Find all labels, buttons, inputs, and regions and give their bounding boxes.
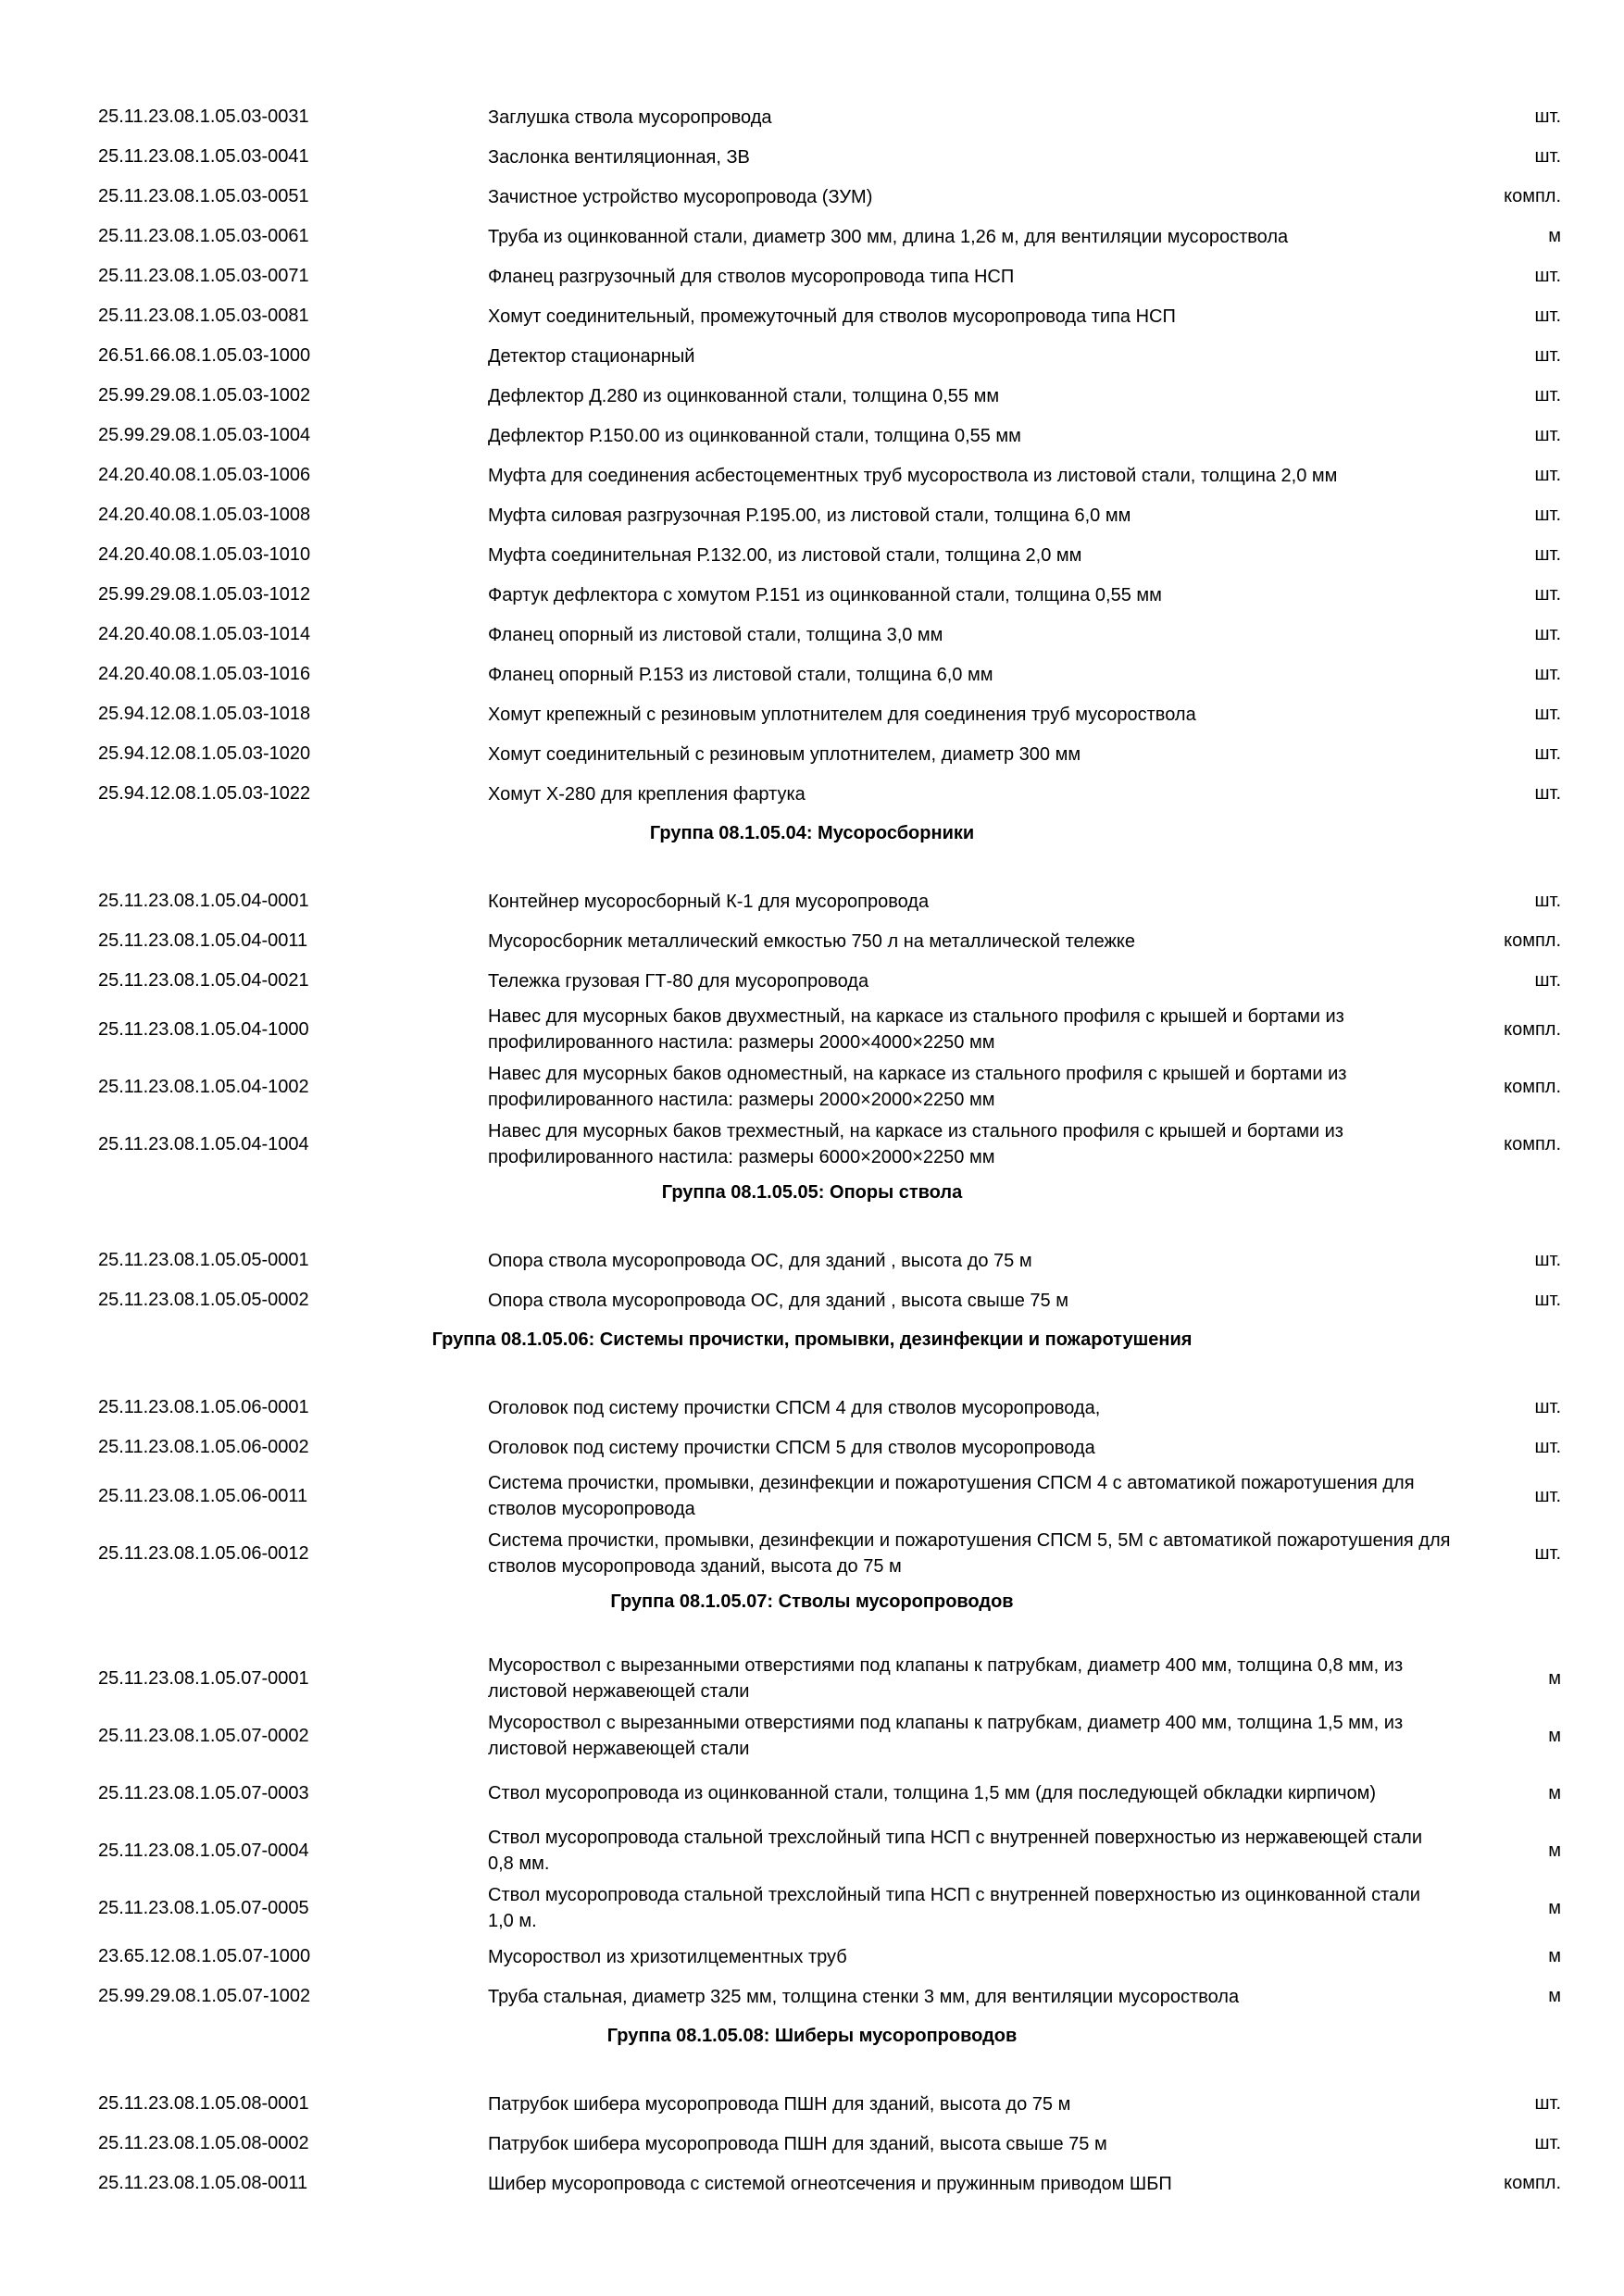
resource-name: Дефлектор Р.150.00 из оцинкованной стали, толщина 0,55 мм xyxy=(488,425,1021,446)
unit-of-measure: шт. xyxy=(1534,1542,1561,1564)
resource-name: Хомут соединительный с резиновым уплотнителем, диаметр 300 мм xyxy=(488,743,1081,765)
resource-code: 24.20.40.08.1.05.03-1014 xyxy=(98,624,311,644)
resource-code: 24.20.40.08.1.05.03-1008 xyxy=(98,505,311,525)
table-row xyxy=(0,1707,1624,1765)
table-row xyxy=(0,455,1624,495)
unit-of-measure: м xyxy=(1548,1667,1561,1689)
table-row xyxy=(0,881,1624,921)
group-heading-row xyxy=(0,1173,1624,1241)
table-row xyxy=(0,1822,1624,1879)
resource-code: 25.99.29.08.1.05.03-1012 xyxy=(98,584,311,605)
table-row xyxy=(0,1879,1624,1937)
unit-of-measure: м xyxy=(1548,226,1561,246)
resource-name: Тележка грузовая ГТ-80 для мусоропровода xyxy=(488,970,869,992)
resource-name: Мусороствол из хризотилцементных труб xyxy=(488,1946,847,1967)
resource-code: 25.11.23.08.1.05.05-0001 xyxy=(98,1250,309,1270)
table-row xyxy=(0,2124,1624,2164)
unit-of-measure: шт. xyxy=(1534,624,1561,644)
table-row xyxy=(0,1467,1624,1525)
unit-of-measure: шт. xyxy=(1534,1397,1561,1417)
unit-of-measure: шт. xyxy=(1534,1290,1561,1310)
table-row xyxy=(0,694,1624,734)
unit-of-measure: шт. xyxy=(1534,2133,1561,2153)
resource-code: 25.99.29.08.1.05.03-1002 xyxy=(98,385,311,406)
table-row xyxy=(0,1977,1624,2016)
unit-of-measure: шт. xyxy=(1534,891,1561,911)
resource-code: 25.11.23.08.1.05.04-0011 xyxy=(98,930,308,951)
resource-code: 25.11.23.08.1.05.03-0071 xyxy=(98,266,309,286)
resource-code: 25.94.12.08.1.05.03-1022 xyxy=(98,783,311,804)
resource-code: 25.11.23.08.1.05.07-0003 xyxy=(98,1782,309,1803)
resource-name: Ствол мусоропровода стальной трехслойный типа НСП с внутренней поверхностью из оцинкованной стали 1,0 м. xyxy=(488,1885,1420,1931)
unit-of-measure: шт. xyxy=(1534,704,1561,724)
resource-name: Хомут соединительный, промежуточный для стволов мусоропровода типа НСП xyxy=(488,306,1176,327)
group-heading-row xyxy=(0,1582,1624,1650)
unit-of-measure: шт. xyxy=(1534,266,1561,286)
resource-name: Патрубок шибера мусоропровода ПШН для зданий, высота свыше 75 м xyxy=(488,2133,1107,2154)
resource-name: Патрубок шибера мусоропровода ПШН для зданий, высота до 75 м xyxy=(488,2093,1071,2115)
unit-of-measure: м xyxy=(1548,1897,1561,1918)
table-row xyxy=(0,921,1624,961)
resource-name: Мусоросборник металлический емкостью 750 л на металлической тележке xyxy=(488,930,1136,952)
resource-code: 25.11.23.08.1.05.06-0012 xyxy=(98,1542,309,1564)
table-row xyxy=(0,2164,1624,2203)
resource-name: Дефлектор Д.280 из оцинкованной стали, толщина 0,55 мм xyxy=(488,385,1000,406)
resource-name: Навес для мусорных баков одноместный, на каркасе из стального профиля с крышей и бортами из профилированного настила: размеры 2000×2000×2250 мм xyxy=(488,1064,1347,1110)
resource-code: 25.11.23.08.1.05.03-0051 xyxy=(98,186,309,206)
resource-code: 25.11.23.08.1.05.04-0001 xyxy=(98,891,309,911)
unit-of-measure: компл. xyxy=(1504,1133,1561,1154)
unit-of-measure: шт. xyxy=(1534,664,1561,684)
resource-name: Фартук дефлектора с хомутом Р.151 из оцинкованной стали, толщина 0,55 мм xyxy=(488,584,1162,605)
resource-name: Заслонка вентиляционная, ЗВ xyxy=(488,146,750,168)
unit-of-measure: шт. xyxy=(1534,146,1561,167)
resource-name: Заглушка ствола мусоропровода xyxy=(488,106,772,128)
resource-code: 25.11.23.08.1.05.03-0031 xyxy=(98,106,309,127)
resource-name: Система прочистки, промывки, дезинфекции и пожаротушения СПСМ 4 с автоматикой пожаротушения для стволов мусоропровода xyxy=(488,1473,1415,1519)
resource-code: 24.20.40.08.1.05.03-1010 xyxy=(98,544,311,565)
unit-of-measure: шт. xyxy=(1534,385,1561,406)
unit-of-measure: м xyxy=(1548,1725,1561,1746)
resource-name: Муфта соединительная Р.132.00, из листовой стали, толщина 2,0 мм xyxy=(488,544,1082,566)
resource-name: Труба стальная, диаметр 325 мм, толщина стенки 3 мм, для вентиляции мусороствола xyxy=(488,1986,1240,2007)
resource-code: 25.11.23.08.1.05.06-0011 xyxy=(98,1485,308,1506)
resource-name: Труба из оцинкованной стали, диаметр 300 мм, длина 1,26 м, для вентиляции мусороствола xyxy=(488,226,1289,247)
resource-code: 25.11.23.08.1.05.06-0002 xyxy=(98,1437,309,1457)
resource-code: 25.94.12.08.1.05.03-1018 xyxy=(98,704,311,724)
group-title: Группа 08.1.05.05: Опоры ствола xyxy=(661,1182,963,1203)
unit-of-measure: шт. xyxy=(1534,970,1561,991)
group-title: Группа 08.1.05.08: Шиберы мусоропроводов xyxy=(606,2026,1018,2046)
group-heading-row xyxy=(0,814,1624,881)
unit-of-measure: шт. xyxy=(1534,505,1561,525)
table-row xyxy=(0,535,1624,575)
group-title: Группа 08.1.05.07: Стволы мусоропроводов xyxy=(610,1591,1014,1612)
table-row xyxy=(0,217,1624,256)
resource-code: 25.11.23.08.1.05.08-0001 xyxy=(98,2093,309,2114)
table-row xyxy=(0,296,1624,336)
resource-code: 25.11.23.08.1.05.04-1000 xyxy=(98,1018,309,1040)
table-row xyxy=(0,774,1624,814)
table-row xyxy=(0,1058,1624,1116)
unit-of-measure: шт. xyxy=(1534,1250,1561,1270)
table-row xyxy=(0,495,1624,535)
unit-of-measure: м xyxy=(1548,1946,1561,1966)
resource-name: Мусороствол с вырезанными отверстиями под клапаны к патрубкам, диаметр 400 мм, толщина 0,8 мм, из листовой нержавеющей стали xyxy=(488,1655,1404,1702)
unit-of-measure: шт. xyxy=(1534,584,1561,605)
resource-code: 25.11.23.08.1.05.03-0061 xyxy=(98,226,309,246)
group-heading-row xyxy=(0,2016,1624,2084)
resource-name: Оголовок под систему прочистки СПСМ 4 для стволов мусоропровода, xyxy=(488,1397,1101,1418)
unit-of-measure: шт. xyxy=(1534,783,1561,804)
unit-of-measure: компл. xyxy=(1504,930,1561,951)
unit-of-measure: шт. xyxy=(1534,306,1561,326)
unit-of-measure: м xyxy=(1548,1840,1561,1861)
unit-of-measure: шт. xyxy=(1534,465,1561,485)
resource-code: 24.20.40.08.1.05.03-1016 xyxy=(98,664,311,684)
resource-name: Шибер мусоропровода с системой огнеотсечения и пружинным приводом ШБП xyxy=(488,2173,1172,2194)
table-row xyxy=(0,416,1624,455)
resource-name: Муфта для соединения асбестоцементных труб мусороствола из листовой стали, толщина 2,0 мм xyxy=(488,465,1338,486)
unit-of-measure: шт. xyxy=(1534,544,1561,565)
unit-of-measure: шт. xyxy=(1534,106,1561,127)
resource-code: 25.94.12.08.1.05.03-1020 xyxy=(98,743,311,764)
table-row xyxy=(0,1650,1624,1707)
resource-code: 24.20.40.08.1.05.03-1006 xyxy=(98,465,311,485)
table-row xyxy=(0,655,1624,694)
table-row xyxy=(0,1001,1624,1058)
resource-name: Опора ствола мусоропровода ОС, для зданий , высота свыше 75 м xyxy=(488,1290,1068,1311)
unit-of-measure: компл. xyxy=(1504,1076,1561,1097)
resource-code: 25.11.23.08.1.05.08-0011 xyxy=(98,2173,308,2193)
table-row xyxy=(0,256,1624,296)
table-row xyxy=(0,97,1624,137)
resource-code: 23.65.12.08.1.05.07-1000 xyxy=(98,1946,311,1966)
resource-name: Ствол мусоропровода из оцинкованной стали, толщина 1,5 мм (для последующей обкладки кирпичом) xyxy=(488,1783,1377,1803)
resource-code: 25.99.29.08.1.05.03-1004 xyxy=(98,425,311,445)
resource-name: Навес для мусорных баков трехместный, на каркасе из стального профиля с крышей и бортами из профилированного настила: размеры 6000×2000×2250 мм xyxy=(488,1121,1343,1167)
unit-of-measure: м xyxy=(1548,1986,1561,2006)
resource-code: 25.11.23.08.1.05.04-1004 xyxy=(98,1133,309,1154)
resource-code: 25.11.23.08.1.05.07-0005 xyxy=(98,1897,309,1918)
table-row xyxy=(0,1241,1624,1280)
table-row xyxy=(0,734,1624,774)
table-row xyxy=(0,137,1624,177)
resource-name: Мусороствол с вырезанными отверстиями под клапаны к патрубкам, диаметр 400 мм, толщина 1,5 мм, из листовой нержавеющей стали xyxy=(488,1713,1404,1759)
table-row xyxy=(0,1116,1624,1173)
resource-name: Хомут крепежный с резиновым уплотнителем для соединения труб мусороствола xyxy=(488,704,1196,725)
resource-code: 26.51.66.08.1.05.03-1000 xyxy=(98,345,311,366)
unit-of-measure: м xyxy=(1548,1782,1561,1803)
resource-code: 25.11.23.08.1.05.07-0001 xyxy=(98,1667,309,1689)
table-row xyxy=(0,575,1624,615)
unit-of-measure: шт. xyxy=(1534,1437,1561,1457)
table-row xyxy=(0,1525,1624,1582)
resource-code: 25.11.23.08.1.05.04-1002 xyxy=(98,1076,309,1097)
group-title: Группа 08.1.05.06: Системы прочистки, промывки, дезинфекции и пожаротушения xyxy=(431,1329,1193,1350)
table-row xyxy=(0,615,1624,655)
resource-name: Опора ствола мусоропровода ОС, для зданий , высота до 75 м xyxy=(488,1250,1032,1271)
resource-name: Детектор стационарный xyxy=(488,345,695,367)
unit-of-measure: компл. xyxy=(1504,1018,1561,1040)
resource-name: Система прочистки, промывки, дезинфекции и пожаротушения СПСМ 5, 5М с автоматикой пожаротушения для стволов мусоропровода зданий, высота до 75 м xyxy=(488,1530,1451,1577)
resource-code: 25.11.23.08.1.05.03-0041 xyxy=(98,146,309,167)
resource-name: Фланец разгрузочный для стволов мусоропровода типа НСП xyxy=(488,266,1015,287)
table-row xyxy=(0,177,1624,217)
resource-name: Фланец опорный из листовой стали, толщина 3,0 мм xyxy=(488,624,943,645)
resource-code: 25.11.23.08.1.05.08-0002 xyxy=(98,2133,309,2153)
table-row xyxy=(0,1937,1624,1977)
table-row xyxy=(0,2084,1624,2124)
table-row xyxy=(0,336,1624,376)
price-list-table xyxy=(0,97,1624,2203)
resource-name: Хомут Х-280 для крепления фартука xyxy=(488,783,806,805)
table-row xyxy=(0,376,1624,416)
unit-of-measure: шт. xyxy=(1534,425,1561,445)
resource-code: 25.11.23.08.1.05.04-0021 xyxy=(98,970,309,991)
resource-code: 25.11.23.08.1.05.06-0001 xyxy=(98,1397,309,1417)
table-row xyxy=(0,1765,1624,1822)
group-title: Группа 08.1.05.04: Мусоросборники xyxy=(649,823,975,843)
resource-name: Контейнер мусоросборный К-1 для мусоропровода xyxy=(488,891,930,912)
unit-of-measure: компл. xyxy=(1504,2173,1561,2193)
resource-code: 25.11.23.08.1.05.07-0002 xyxy=(98,1725,309,1746)
table-row xyxy=(0,1388,1624,1428)
resource-code: 25.99.29.08.1.05.07-1002 xyxy=(98,1986,311,2006)
resource-code: 25.11.23.08.1.05.03-0081 xyxy=(98,306,309,326)
group-heading-row xyxy=(0,1320,1624,1388)
resource-code: 25.11.23.08.1.05.07-0004 xyxy=(98,1840,309,1861)
resource-name: Муфта силовая разгрузочная Р.195.00, из листовой стали, толщина 6,0 мм xyxy=(488,505,1131,526)
resource-name: Оголовок под систему прочистки СПСМ 5 для стволов мусоропровода xyxy=(488,1437,1095,1458)
resource-name: Ствол мусоропровода стальной трехслойный типа НСП с внутренней поверхностью из нержавеющей стали 0,8 мм. xyxy=(488,1828,1423,1874)
unit-of-measure: шт. xyxy=(1534,1485,1561,1506)
resource-code: 25.11.23.08.1.05.05-0002 xyxy=(98,1290,309,1310)
unit-of-measure: компл. xyxy=(1504,186,1561,206)
resource-name: Фланец опорный Р.153 из листовой стали, толщина 6,0 мм xyxy=(488,664,993,685)
table-row xyxy=(0,1428,1624,1467)
table-row xyxy=(0,961,1624,1001)
table-row xyxy=(0,1280,1624,1320)
resource-name: Зачистное устройство мусоропровода (ЗУМ) xyxy=(488,186,873,207)
resource-name: Навес для мусорных баков двухместный, на каркасе из стального профиля с крышей и бортами из профилированного настила: размеры 2000×4000×2250 мм xyxy=(488,1006,1344,1053)
unit-of-measure: шт. xyxy=(1534,345,1561,366)
unit-of-measure: шт. xyxy=(1534,743,1561,764)
unit-of-measure: шт. xyxy=(1534,2093,1561,2114)
